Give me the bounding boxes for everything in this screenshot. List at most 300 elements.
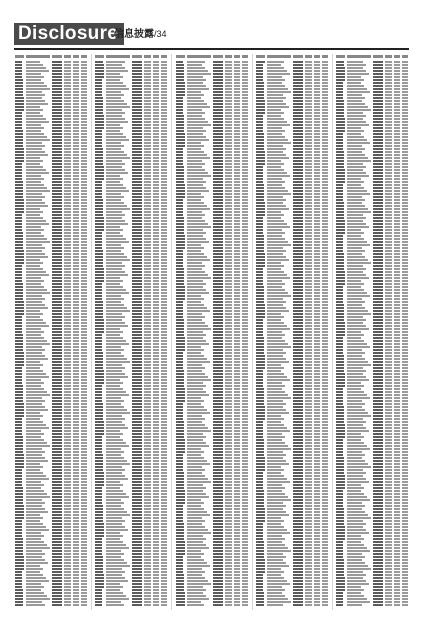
table-cell [26, 277, 41, 279]
table-cell [81, 433, 87, 435]
table-cell [132, 358, 142, 360]
table-row [14, 550, 88, 552]
table-cell [95, 259, 103, 261]
table-cell [161, 247, 167, 249]
table-cell [132, 76, 142, 78]
table-cell [95, 430, 104, 432]
table-cell [64, 61, 71, 63]
table-cell [15, 241, 23, 243]
table-cell [132, 226, 142, 228]
table-cell [64, 379, 71, 381]
table-cell [153, 118, 159, 120]
table-cell [161, 304, 167, 306]
table-cell [153, 334, 159, 336]
table-cell [81, 466, 87, 468]
table-row [94, 244, 168, 246]
table-cell [15, 247, 23, 249]
table-cell [73, 469, 79, 471]
table-cell [26, 403, 42, 405]
table-cell [52, 310, 62, 312]
table-cell [153, 349, 159, 351]
table-cell [161, 214, 167, 216]
table-cell [15, 112, 22, 114]
table-cell [153, 343, 159, 345]
table-cell [26, 199, 42, 201]
table-row [14, 121, 88, 123]
table-cell [81, 373, 87, 375]
table-cell [26, 496, 50, 498]
table-cell [15, 472, 22, 474]
table-row [14, 367, 88, 369]
table-cell [81, 238, 87, 240]
table-cell [64, 517, 71, 519]
masthead [14, 22, 409, 46]
table-cell [161, 229, 167, 231]
table-row [14, 481, 88, 483]
table-cell [15, 385, 23, 387]
table-cell [64, 391, 71, 393]
table-cell [81, 97, 87, 99]
table-cell [52, 463, 62, 465]
table-cell [144, 79, 151, 81]
table-cell [52, 103, 62, 105]
table-cell [132, 307, 142, 309]
table-row [14, 295, 88, 297]
table-cell [26, 136, 47, 138]
table-cell [106, 154, 127, 156]
table-cell [52, 328, 62, 330]
table-cell [26, 469, 40, 471]
table-row [14, 169, 88, 171]
table-cell [132, 424, 142, 426]
table-cell [15, 295, 23, 297]
table-cell [64, 427, 71, 429]
table-cell [144, 418, 151, 420]
table-row [14, 268, 88, 270]
table-cell [81, 121, 87, 123]
table-cell [64, 196, 71, 198]
table-cell [161, 400, 167, 402]
table-row [14, 289, 88, 291]
table-cell [64, 94, 71, 96]
table-cell [26, 349, 45, 351]
table-cell [95, 154, 103, 156]
table-row [94, 127, 168, 129]
table-cell [153, 286, 159, 288]
table-cell [81, 592, 87, 594]
table-cell [106, 196, 124, 198]
table-cell [52, 424, 62, 426]
table-row [14, 463, 88, 465]
table-cell [81, 160, 87, 162]
table-row [94, 241, 168, 243]
table-cell [15, 190, 23, 192]
table-cell [15, 565, 24, 567]
table-cell [132, 181, 142, 183]
table-cell [95, 424, 104, 426]
table-cell [15, 133, 23, 135]
table-cell [161, 115, 167, 117]
table-cell [95, 388, 102, 390]
table-cell [161, 163, 167, 165]
table-cell [64, 568, 71, 570]
table-cell [132, 229, 142, 231]
table-cell [26, 133, 44, 135]
table-cell [64, 571, 71, 573]
table-cell [153, 397, 159, 399]
table-row [14, 484, 88, 486]
table-cell [144, 205, 151, 207]
table-row [94, 379, 168, 381]
table-cell [106, 277, 120, 279]
table-row [14, 238, 88, 240]
table-row [94, 247, 168, 249]
table-row [94, 76, 168, 78]
table-cell [81, 475, 87, 477]
table-cell [132, 247, 142, 249]
table-cell [95, 94, 102, 96]
table-cell [15, 163, 22, 165]
table-cell [144, 157, 151, 159]
table-cell [106, 247, 124, 249]
table-cell [64, 490, 71, 492]
table-cell [106, 109, 122, 111]
table-cell [144, 151, 151, 153]
table-cell [52, 94, 62, 96]
table-cell [52, 190, 62, 192]
table-row [14, 340, 88, 342]
table-cell [52, 460, 62, 462]
table-cell [15, 475, 22, 477]
table-cell [81, 415, 87, 417]
table-cell [132, 310, 142, 312]
table-cell [81, 313, 87, 315]
table-row [94, 172, 168, 174]
table-row [14, 388, 88, 390]
table-cell [95, 391, 102, 393]
table-cell [161, 211, 167, 213]
table-cell [73, 487, 79, 489]
table-cell [161, 88, 167, 90]
table-cell [73, 583, 79, 585]
table-cell [144, 85, 151, 87]
table-cell [144, 142, 151, 144]
table-cell [95, 379, 104, 381]
table-cell [15, 223, 22, 225]
table-cell [64, 592, 71, 594]
table-cell [106, 355, 124, 357]
table-cell [26, 355, 45, 357]
table-cell [15, 199, 24, 201]
table-cell [26, 352, 42, 354]
table-cell [81, 571, 87, 573]
table-row [94, 301, 168, 303]
table-cell [52, 70, 62, 72]
table-cell [15, 349, 23, 351]
table-cell [73, 205, 79, 207]
table-cell [81, 205, 87, 207]
table-cell [15, 79, 23, 81]
table-cell [64, 334, 71, 336]
table-cell [15, 412, 24, 414]
table-cell [73, 547, 79, 549]
table-cell [132, 343, 142, 345]
table-cell [26, 541, 44, 543]
table-cell [64, 460, 71, 462]
table-cell [52, 325, 62, 327]
table-cell [153, 364, 159, 366]
table-cell [81, 448, 87, 450]
table-cell [144, 448, 151, 450]
table-cell [95, 277, 104, 279]
table-cell [161, 346, 167, 348]
table-cell [26, 457, 45, 459]
table-cell [161, 160, 167, 162]
table-cell [153, 295, 159, 297]
table-cell [52, 292, 62, 294]
table-row [94, 169, 168, 171]
table-cell [26, 226, 41, 228]
table-row [94, 178, 168, 180]
table-row [94, 430, 168, 432]
table-cell [106, 97, 121, 99]
table-row [94, 436, 168, 438]
table-cell [153, 229, 159, 231]
table-cell [26, 286, 44, 288]
table-cell [144, 319, 151, 321]
table-cell [64, 538, 71, 540]
table-cell [52, 193, 62, 195]
table-cell [73, 223, 79, 225]
table-cell [26, 313, 43, 315]
table-cell [52, 601, 62, 603]
table-cell [15, 367, 22, 369]
table-cell [26, 214, 40, 216]
table-cell [81, 469, 87, 471]
table-row [14, 424, 88, 426]
table-cell [95, 322, 104, 324]
table-cell [52, 340, 62, 342]
table-cell [52, 157, 62, 159]
table-row [94, 277, 168, 279]
table-cell [64, 133, 71, 135]
table-cell [26, 514, 40, 516]
table-cell [144, 340, 151, 342]
table-cell [64, 274, 71, 276]
table-cell [26, 139, 50, 141]
table-cell [161, 283, 167, 285]
table-cell [153, 388, 159, 390]
table-cell [153, 202, 159, 204]
table-cell [95, 193, 102, 195]
table-cell [15, 397, 23, 399]
table-row [14, 145, 88, 147]
table-cell [64, 430, 71, 432]
table-cell [106, 124, 120, 126]
table-row [14, 583, 88, 585]
table-cell [52, 505, 62, 507]
table-cell [95, 61, 103, 63]
table-cell [153, 88, 159, 90]
table-cell [52, 217, 62, 219]
table-cell [161, 256, 167, 258]
table-cell [73, 166, 79, 168]
table-row [14, 127, 88, 129]
table-cell [144, 289, 151, 291]
table-cell [132, 94, 142, 96]
table-cell [132, 127, 142, 129]
table-row [14, 589, 88, 591]
table-cell [144, 394, 151, 396]
table-cell [52, 61, 62, 63]
table-cell [132, 439, 142, 441]
table-cell [26, 271, 46, 273]
table-cell [73, 571, 79, 573]
table-cell [161, 205, 167, 207]
table-cell [106, 451, 124, 453]
table-cell [15, 514, 24, 516]
table-cell [52, 316, 62, 318]
table-cell [52, 166, 62, 168]
table-row [94, 340, 168, 342]
table-cell [95, 433, 104, 435]
table-cell [81, 439, 87, 441]
table-cell [15, 436, 23, 438]
table-cell [15, 94, 23, 96]
table-cell [106, 103, 127, 105]
table-cell [144, 343, 151, 345]
table-cell [161, 442, 167, 444]
table-row [14, 274, 88, 276]
table-cell [153, 403, 159, 405]
table-cell [161, 361, 167, 363]
table-cell [64, 346, 71, 348]
table-cell [153, 376, 159, 378]
table-cell [26, 307, 48, 309]
table-cell [153, 316, 159, 318]
table-cell [26, 121, 49, 123]
table-row [14, 418, 88, 420]
table-cell [144, 121, 151, 123]
table-cell [64, 247, 71, 249]
table-cell [81, 382, 87, 384]
table-cell [153, 223, 159, 225]
table-cell [26, 328, 41, 330]
table-cell [64, 583, 71, 585]
table-cell [106, 121, 128, 123]
table-cell [81, 427, 87, 429]
table-cell [106, 379, 120, 381]
table-cell [81, 547, 87, 549]
table-cell [153, 70, 159, 72]
table-cell [144, 337, 151, 339]
table-row [94, 304, 168, 306]
table-cell [106, 163, 125, 165]
table-cell [64, 286, 71, 288]
table-cell [81, 364, 87, 366]
table-cell [64, 496, 71, 498]
table-cell [81, 346, 87, 348]
table-cell [64, 526, 71, 528]
table-cell [73, 565, 79, 567]
table-cell [81, 175, 87, 177]
table-cell [81, 376, 87, 378]
table-row [94, 454, 168, 456]
table-cell [26, 169, 46, 171]
header-cell [81, 55, 87, 58]
table-row [14, 199, 88, 201]
table-cell [144, 178, 151, 180]
table-cell [106, 160, 122, 162]
table-cell [144, 430, 151, 432]
table-cell [64, 79, 71, 81]
table-row [14, 460, 88, 462]
table-cell [106, 61, 125, 63]
table-cell [73, 160, 79, 162]
table-cell [153, 361, 159, 363]
table-cell [81, 319, 87, 321]
table-cell [81, 505, 87, 507]
table-cell [64, 364, 71, 366]
table-cell [64, 256, 71, 258]
table-cell [161, 85, 167, 87]
table-cell [132, 157, 142, 159]
table-cell [64, 169, 71, 171]
table-row [94, 226, 168, 228]
table-cell [26, 91, 42, 93]
table-cell [161, 295, 167, 297]
table-cell [153, 112, 159, 114]
table-cell [73, 253, 79, 255]
table-cell [153, 259, 159, 261]
table-cell [15, 214, 22, 216]
table-cell [64, 595, 71, 597]
table-row [94, 166, 168, 168]
table-row [94, 400, 168, 402]
table-cell [64, 136, 71, 138]
table-cell [26, 241, 50, 243]
table-cell [95, 319, 104, 321]
table-cell [73, 187, 79, 189]
table-cell [144, 115, 151, 117]
table-cell [26, 106, 40, 108]
table-cell [52, 403, 62, 405]
table-row [94, 310, 168, 312]
table-cell [95, 88, 102, 90]
table-cell [64, 241, 71, 243]
table-cell [153, 145, 159, 147]
table-cell [161, 151, 167, 153]
table-cell [144, 406, 151, 408]
table-cell [73, 481, 79, 483]
table-row [14, 262, 88, 264]
section-title [114, 28, 167, 41]
table-cell [26, 211, 43, 213]
table-cell [73, 169, 79, 171]
table-cell [64, 331, 71, 333]
table-cell [52, 169, 62, 171]
table-cell [73, 427, 79, 429]
table-cell [144, 361, 151, 363]
table-cell [52, 529, 62, 531]
table-cell [73, 112, 79, 114]
table-row [94, 265, 168, 267]
table-cell [95, 205, 103, 207]
table-cell [73, 310, 79, 312]
table-cell [73, 181, 79, 183]
table-cell [81, 349, 87, 351]
table-cell [15, 529, 22, 531]
